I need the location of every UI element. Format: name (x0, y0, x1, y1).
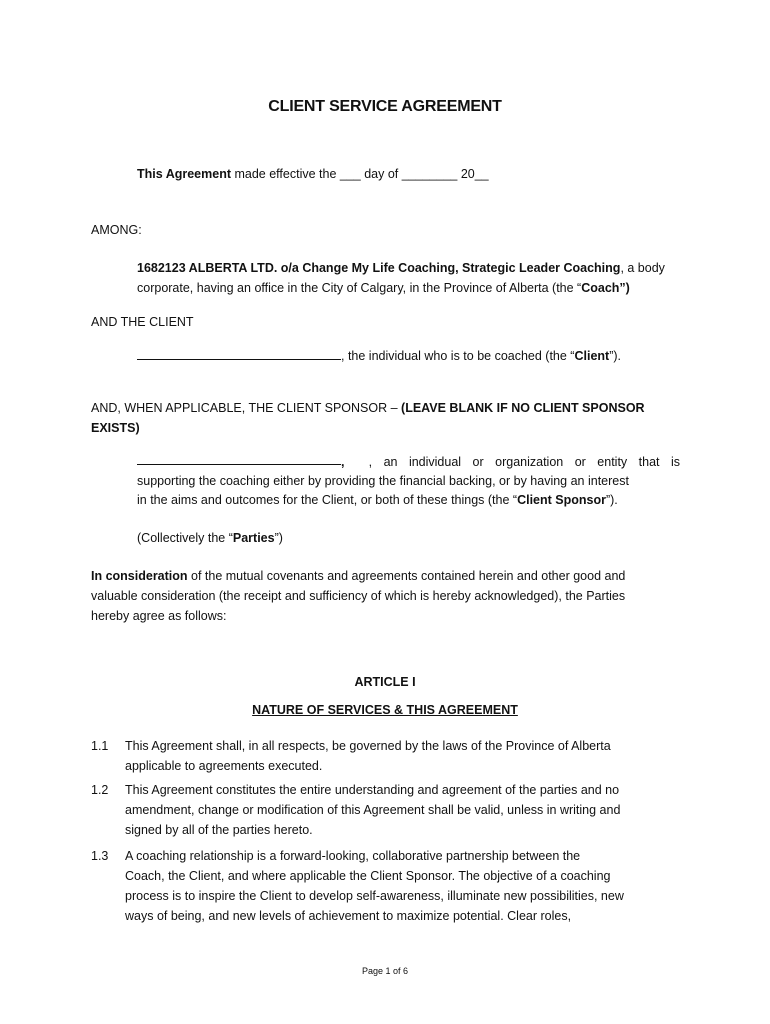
section-line: A coaching relationship is a forward-looking, collaborative partnership between the (125, 849, 581, 863)
sponsor-party-line2: supporting the coaching either by providing the financial backing, or by having an interest (137, 474, 629, 488)
sponsor-party-line3 (137, 490, 618, 510)
consideration-line3: hereby agree as follows: (91, 609, 227, 623)
article-label: ARTICLE I (354, 675, 416, 689)
document-title: CLIENT SERVICE AGREEMENT (268, 98, 502, 115)
article-title: NATURE OF SERVICES & THIS AGREEMENT (252, 703, 518, 717)
page-number: Page 1 of 6 (361, 966, 409, 976)
section-line: applicable to agreements executed. (125, 759, 323, 773)
sponsor-heading-note-end: EXISTS) (91, 421, 140, 435)
section-line: This Agreement shall, in all respects, be governed by the laws of the Province of Alberta (125, 739, 611, 753)
client-party-line (137, 346, 621, 366)
sponsor-heading-line2 (91, 418, 140, 438)
effective-bold: This Agreement (137, 167, 232, 181)
client-party-text: , the individual who is to be coached (the “ (341, 349, 575, 363)
coach-party-line1-rest: , a body (620, 261, 665, 275)
coach-party-name: 1682123 ALBERTA LTD. o/a Change My Life Coaching, Strategic Leader Coaching (137, 261, 621, 275)
sponsor-name-blank (137, 452, 341, 465)
parties-defined-term: Parties (232, 531, 275, 545)
collectively-text: (Collectively the “ (137, 531, 233, 545)
client-defined-term: Client (574, 349, 610, 363)
section-line: amendment, change or modification of this Agreement shall be valid, unless in writing and (125, 803, 621, 817)
coach-defined-term: Coach”) (581, 281, 630, 295)
consideration-line2: valuable consideration (the receipt and sufficiency of which is hereby acknowledged), the Parties (91, 589, 626, 603)
among-label: AMONG: (91, 223, 142, 237)
sponsor-heading-note: (LEAVE BLANK IF NO CLIENT SPONSOR (401, 401, 645, 415)
sponsor-defined-term: Client Sponsor (517, 493, 606, 507)
consideration-bold: In consideration (91, 569, 188, 583)
coach-party-line2 (137, 278, 630, 298)
sponsor-party-line3-text: in the aims and outcomes for the Client, or both of these things (the “ (137, 493, 518, 507)
section-number: 1.2 (91, 783, 109, 797)
collectively-end: ”) (274, 531, 283, 545)
coach-party-line2-text: corporate, having an office in the City of Calgary, in the Province of Alberta (the “ (137, 281, 582, 295)
section-number: 1.1 (91, 739, 109, 753)
sponsor-party-line1-text: , an individual or organization or entity that is (368, 455, 680, 469)
section-number: 1.3 (91, 849, 109, 863)
effective-rest: made effective the ___ day of ________ 20__ (231, 167, 489, 181)
sponsor-party-end: ”). (605, 493, 618, 507)
section-line: signed by all of the parties hereto. (125, 823, 313, 837)
sponsor-heading-line1 (91, 398, 645, 418)
sponsor-heading-text: AND, WHEN APPLICABLE, THE CLIENT SPONSOR – (91, 401, 402, 415)
sponsor-party-line1 (137, 452, 680, 472)
section-line: Coach, the Client, and where applicable the Client Sponsor. The objective of a coaching (125, 869, 611, 883)
section-line: This Agreement constitutes the entire understanding and agreement of the parties and no (125, 783, 620, 797)
coach-party-line1 (137, 258, 665, 278)
consideration-line1-text: of the mutual covenants and agreements contained herein and other good and (187, 569, 626, 583)
effective-date-line (137, 164, 489, 184)
client-party-end: ”). (609, 349, 622, 363)
section-line: ways of being, and new levels of achievement to maximize potential. Clear roles, (125, 909, 572, 923)
collectively-line (137, 528, 283, 548)
sponsor-party-comma: , (341, 455, 345, 469)
section-line: process is to inspire the Client to develop self-awareness, illuminate new possibilities, new (125, 889, 624, 903)
client-name-blank (137, 347, 341, 360)
consideration-line1 (91, 566, 625, 586)
and-client-label: AND THE CLIENT (91, 315, 194, 329)
